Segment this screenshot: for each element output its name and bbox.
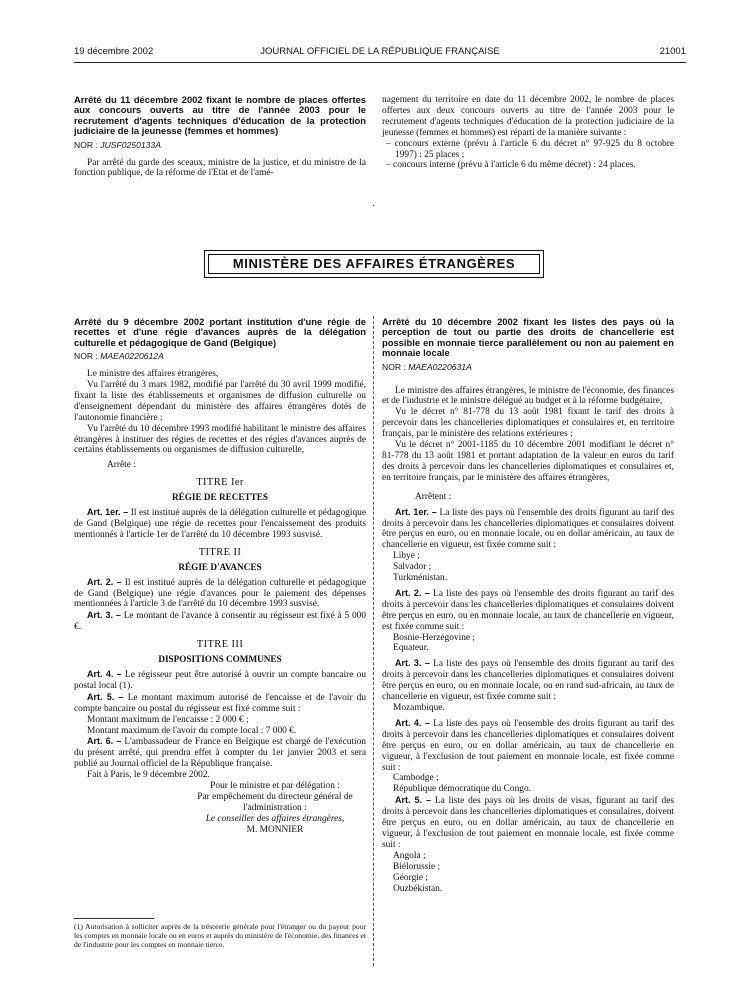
article-text: La liste des pays où l'ensemble des droits figurant au tarif des droits à percevoir dans les chancelleries diplomatiques et consulaires doivent être perçus en euro, ou en monnaie locale, ou en rand sud-africain, au taux de chancellerie en vigueur, est fixée comme suit :: [382, 659, 674, 703]
page-number: 21001: [659, 46, 686, 57]
decree-text-continued: nagement du territoire en date du 11 décembre 2002, le nombre de places offertes aux deux concours ouverts au titre de l'année 2003 pour le recrutement d'agents techniques d'éducation de la protection judiciaire de la jeunesse (femmes et hommes) est réparti de la manière suivante :: [382, 95, 674, 138]
country-list: [382, 773, 674, 795]
decree-chancelleries: [382, 317, 674, 894]
nor-code: MAEA0220631A: [408, 361, 472, 372]
issue-date: 19 décembre 2002: [74, 46, 154, 57]
nor-label: NOR :: [74, 351, 98, 362]
article-label: Art. 5. –: [395, 795, 432, 806]
country-item: Mozambique.: [393, 703, 445, 713]
decree-title: Arrêté du 11 décembre 2002 fixant le nombre de places offertes aux concours ouverts au titre de l'année 2003 pour le recrutement d'agents techniques d'éducation de la protection judiciaire de la jeunesse (femmes et hommes): [74, 94, 366, 137]
preamble-line: Vu le décret n° 81-778 du 13 août 1981 fixant le tarif des droits à percevoir dans les chancelleries diplomatiques et consulaires et, en territoire français, par le ministère des relations extérieures ;: [382, 407, 674, 440]
decree-title: Arrêté du 10 décembre 2002 fixant les listes des pays où la perception de tout ou partie des droits de chancellerie est possible en monnaie tierce parallèlement ou non au paiement en monnaie locale: [382, 316, 674, 359]
country-item: Ouzbékistan.: [393, 883, 443, 894]
list-item: – concours interne (prévu à l'article 6 du même décret) : 24 places.: [386, 160, 636, 171]
article-text: La liste des pays où l'ensemble des droits figurant au tarif des droits à percevoir dans les chancelleries diplomatiques et consulaires doivent être perçus en euro, ou en dollar américain, au taux de chancellerie en vigueur, à l'exclusion de tout paiement en monnaie locale, est fixée comme suit :: [382, 718, 674, 773]
footnote-rule: [74, 918, 154, 919]
country-item: Cambodge ;: [393, 773, 439, 784]
country-item: Equateur.: [393, 643, 429, 654]
article-label: Art. 3. –: [87, 610, 121, 621]
header-rule: [74, 62, 686, 63]
article-label: Art. 4. –: [395, 717, 430, 728]
nor-code: JUSF0250133A: [100, 139, 161, 150]
country-list: [382, 703, 674, 714]
signature-date: Fait à Paris, le 9 décembre 2002.: [87, 770, 210, 781]
country-item: République démocratique du Congo.: [393, 784, 531, 795]
article-4: [382, 718, 674, 774]
article-text: L'ambassadeur de France en Belgique est chargé de l'exécution du présent arrêté, qui prendra effet à compter du 1er janvier 2003 et sera publié au Journal officiel de la République française.: [74, 737, 366, 770]
article-label: Art. 1er. –: [395, 506, 437, 517]
country-list: [382, 851, 674, 895]
titre-subheading: RÉGIE D'AVANCES: [178, 561, 262, 572]
article-text: La liste des pays où l'ensemble des droits figurant au tarif des droits à percevoir dans les chancelleries diplomatiques et consulaires doivent être perçus en euro, ou en monnaie locale, ou en dollar américain, au taux de chancellerie en vigueur, est fixée comme suit :: [382, 507, 674, 551]
nor-line: [382, 362, 674, 373]
footnote: (1) Autorisation à solliciter auprès de la trésorerie générale pour l'étranger ou du payeur pour les comptes en monnaie locale ou en euros et auprès du ministère de l'économie, des finances et de l'industrie pour les comptes en monnaie tierce.: [74, 922, 366, 949]
titre-heading: TITRE II: [198, 546, 242, 558]
preamble-line: Vu le décret n° 2001-1185 du 10 décembre 2001 modifiant le décret n° 81-778 du 13 août 1981 et portant adaptation de la valeur en euros du tarif des droits à percevoir dans les chancelleries diplomatiques et consulaires et, en territoire français, par le ministère des affaires étrangères,: [382, 440, 674, 483]
list-item: – concours externe (prévu à l'article 6 du décret n° 97-925 du 8 octobre 1997) : 25 places ;: [386, 138, 674, 160]
article-label: Art. 3. –: [395, 658, 430, 669]
preamble-line: Vu l'arrêté du 10 décembre 1993 modifié habilitant le ministre des affaires étrangères à instituer des régies de recettes et des régies d'avances auprès de certains établissements ou organismes de diffusion culturelle,: [74, 423, 366, 456]
amount-line: Montant maximum de l'avoir du compte local : 7 000 €.: [87, 725, 297, 736]
decree-justice-right: [382, 95, 674, 171]
page-header: [74, 46, 686, 60]
country-list: [382, 551, 674, 584]
column-separator: [373, 316, 374, 966]
article-label: Art. 6. –: [87, 736, 122, 747]
article-3: [74, 610, 366, 633]
decree-text: Par arrêté du garde des sceaux, ministre de la justice, et du ministre de la fonction publique, de la réforme de l'Etat et de l'amé-: [74, 157, 366, 179]
article-1: [74, 507, 366, 541]
nor-label: NOR :: [74, 139, 98, 150]
article-label: Art. 2. –: [395, 587, 430, 598]
ministry-title: MINISTÈRE DES AFFAIRES ÉTRANGÈRES: [208, 254, 540, 274]
article-3: [382, 658, 674, 703]
country-list: [382, 633, 674, 655]
decree-title: Arrêté du 9 décembre 2002 portant institution d'une régie de recettes et d'une régie d'avances auprès de la délégation culturelle et pédagogique de Gand (Belgique): [74, 316, 366, 348]
article-label: Art. 4. –: [87, 668, 122, 679]
article-2: [382, 588, 674, 633]
article-text: Le régisseur peut être autorisé à ouvrir un compte bancaire ou postal local (1).: [74, 669, 367, 691]
article-6: [74, 736, 366, 770]
ministry-banner: [204, 250, 544, 278]
article-label: Art. 5. –: [87, 691, 124, 702]
arretent-word: Arrêtent :: [415, 491, 452, 502]
country-item: Angola ;: [393, 850, 426, 861]
signature-line: Pour le ministre et par délégation :: [210, 781, 340, 792]
article-text: Il est institué auprès de la délégation culturelle et pédagogique de Gand (Belgique) une régie d'avances pour le paiement des dépenses mentionnées à l'article 3 de l'arrêté du 10 décembre 1993 susvisé.: [74, 577, 367, 610]
country-item: Géorgie ;: [393, 872, 428, 883]
signature-line: Par empêchement du directeur général de l'administration :: [197, 791, 353, 813]
country-item: Bosnie-Herzégovine ;: [393, 632, 476, 643]
preamble-line: Le ministre des affaires étrangères, le ministre de l'économie, des finances et de l'industrie et le ministre délégué au budget et à la réforme budgétaire,: [382, 385, 674, 407]
country-item: Salvador ;: [393, 562, 432, 573]
article-text: Le montant maximum autorisé de l'encaisse et de l'avoir du compte bancaire ou postal du régisseur est fixé comme suit :: [74, 692, 367, 714]
preamble-line: Le ministre des affaires étrangères,: [87, 369, 219, 380]
titre-subheading: RÉGIE DE RECETTES: [172, 492, 268, 503]
article-2: [74, 577, 366, 611]
nor-label: NOR :: [382, 361, 406, 372]
titre-subheading: DISPOSITIONS COMMUNES: [158, 654, 282, 665]
arrete-word: Arrête :: [107, 460, 136, 471]
article-text: La liste des pays où l'ensemble des droits figurant au tarif des droits à percevoir dans les chancelleries diplomatiques et consulaires doivent être perçus en euro, ou en monnaie locale, au taux de chancellerie en vigueur, est fixée comme suit :: [382, 588, 674, 632]
divider: [373, 205, 374, 206]
nor-line: [74, 351, 366, 362]
signatory-name: M. MONNIER: [246, 824, 304, 835]
article-5: [74, 692, 366, 715]
decree-justice-left: [74, 95, 366, 179]
decree-gand: [74, 317, 366, 836]
article-label: Art. 2. –: [87, 576, 122, 587]
nor-code: MAEA0220612A: [100, 351, 164, 362]
amount-line: Montant maximum de l'encaisse : 2 000 € ;: [87, 714, 249, 725]
article-text: Il est institué auprès de la délégation culturelle et pédagogique de Gand (Belgique) une régie de recettes pour l'encaissement des produits mentionnés à l'article 1er de l'arrêté du 10 décembre 1993 susvisé.: [74, 508, 366, 540]
signature-line: Le conseiller des affaires étrangères,: [205, 813, 345, 824]
country-item: Turkménistan.: [393, 573, 448, 584]
article-text: La liste des pays où les droits de visas, figurant au tarif des droits à percevoir dans les chancelleries diplomatiques et consulaires, doivent être perçus en euro, ou en dollar américain, au taux de chancellerie en vigueur, à l'exclusion de tout paiement en monnaie locale, est fixée comme suit :: [382, 796, 675, 850]
article-label: Art. 1er. –: [87, 507, 129, 518]
article-1: [382, 507, 674, 552]
article-4: [74, 669, 366, 692]
titre-heading: TITRE III: [196, 639, 244, 651]
country-item: Biélorussie ;: [393, 861, 441, 872]
titre-heading: TITRE Ier: [196, 477, 244, 489]
signature-block: [74, 781, 366, 836]
nor-line: [74, 140, 366, 151]
preamble-line: Vu l'arrêté du 3 mars 1982, modifié par l'arrêté du 30 avril 1999 modifié, fixant la liste des établissements et organismes de diffusion culturelle ou d'enseignement dépendant du ministère des affaires étrangères dotés de l'autonomie financière ;: [74, 380, 366, 423]
article-5: [382, 795, 674, 851]
journal-title: JOURNAL OFFICIEL DE LA RÉPUBLIQUE FRANÇAISE: [260, 46, 500, 57]
article-text: Le montant de l'avance à consentir au régisseur est fixé à 5 000 €.: [74, 611, 367, 633]
country-item: Libye ;: [393, 551, 420, 562]
